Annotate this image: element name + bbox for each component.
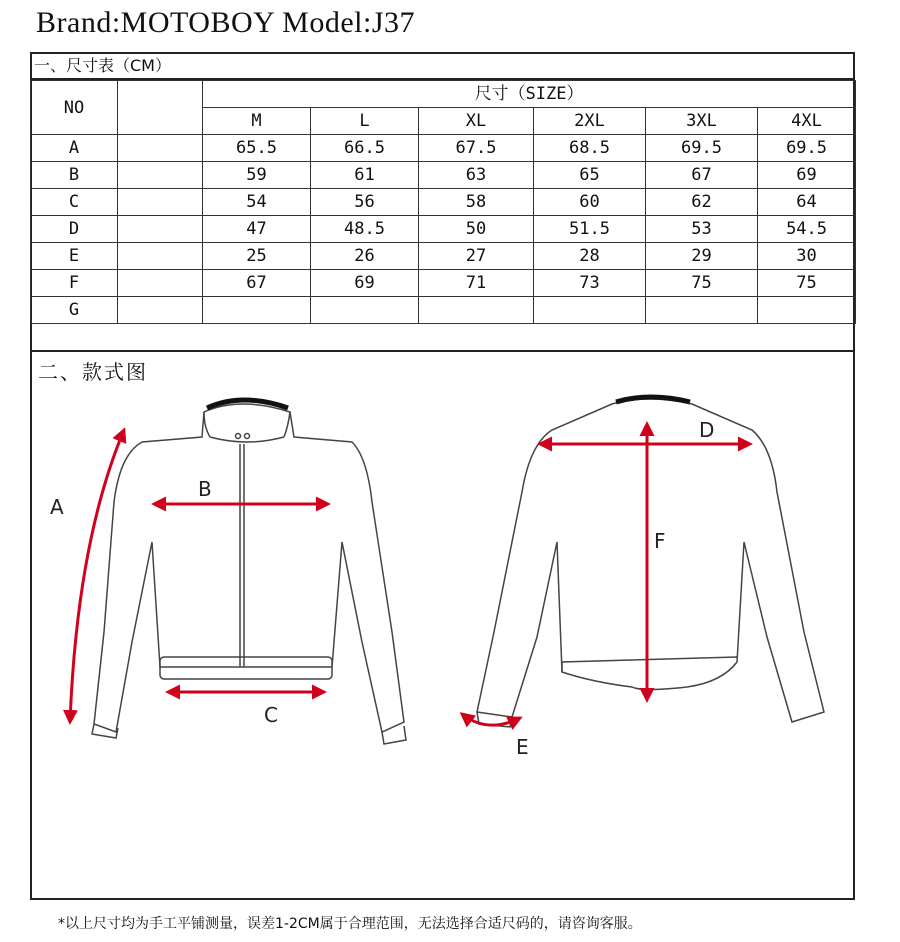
size-value-cell: 69.5: [758, 135, 856, 162]
size-value-cell: 62: [646, 189, 758, 216]
size-value-cell: 64: [758, 189, 856, 216]
label-d: D: [699, 418, 715, 442]
label-e: E: [516, 735, 529, 759]
size-col-header: M: [203, 108, 311, 135]
size-value-cell: 66.5: [311, 135, 419, 162]
size-col-header: L: [311, 108, 419, 135]
size-header: 尺寸（SIZE）: [203, 81, 856, 108]
size-value-cell: 47: [203, 216, 311, 243]
blank-cell: [118, 162, 203, 189]
size-value-cell: 73: [534, 270, 646, 297]
size-value-cell: 25: [203, 243, 311, 270]
row-label: E: [31, 243, 118, 270]
table-row: [31, 162, 856, 189]
table-row: [31, 297, 856, 324]
size-value-cell: [419, 297, 534, 324]
size-value-cell: 61: [311, 162, 419, 189]
row-label: G: [31, 297, 118, 324]
size-value-cell: 69.5: [646, 135, 758, 162]
size-value-cell: 67: [646, 162, 758, 189]
table-row: [31, 189, 856, 216]
style-diagram-title: 二、款式图: [38, 360, 148, 384]
size-value-cell: 60: [534, 189, 646, 216]
blank-header: [118, 81, 203, 135]
blank-cell: [118, 216, 203, 243]
table-row: [31, 270, 856, 297]
size-value-cell: 65.5: [203, 135, 311, 162]
label-f: F: [654, 529, 666, 553]
size-value-cell: 69: [758, 162, 856, 189]
size-value-cell: 29: [646, 243, 758, 270]
size-value-cell: [758, 297, 856, 324]
size-value-cell: 75: [758, 270, 856, 297]
blank-cell: [118, 270, 203, 297]
table-row: [31, 216, 856, 243]
blank-cell: [118, 297, 203, 324]
size-value-cell: 54: [203, 189, 311, 216]
jacket-diagram: [32, 382, 852, 782]
size-value-cell: 28: [534, 243, 646, 270]
blank-cell: [118, 189, 203, 216]
size-value-cell: 63: [419, 162, 534, 189]
blank-cell: [118, 135, 203, 162]
size-value-cell: 67: [203, 270, 311, 297]
brand-model-title: Brand:MOTOBOY Model:J37: [36, 6, 415, 39]
size-value-cell: 59: [203, 162, 311, 189]
measurement-arrows: [70, 424, 750, 725]
size-value-cell: [534, 297, 646, 324]
section-divider: [30, 350, 855, 352]
no-header: NO: [31, 81, 118, 135]
size-value-cell: 53: [646, 216, 758, 243]
size-table-title: 一、尺寸表（CM）: [30, 54, 855, 80]
table-row: [31, 135, 856, 162]
size-value-cell: [203, 297, 311, 324]
row-label: F: [31, 270, 118, 297]
label-c: C: [264, 703, 278, 727]
row-label: A: [31, 135, 118, 162]
size-value-cell: [646, 297, 758, 324]
size-value-cell: [311, 297, 419, 324]
size-col-header: 3XL: [646, 108, 758, 135]
blank-cell: [118, 243, 203, 270]
label-b: B: [198, 477, 212, 501]
size-value-cell: 65: [534, 162, 646, 189]
row-label: D: [31, 216, 118, 243]
size-value-cell: 50: [419, 216, 534, 243]
row-label: B: [31, 162, 118, 189]
row-label: C: [31, 189, 118, 216]
size-value-cell: 58: [419, 189, 534, 216]
size-value-cell: 71: [419, 270, 534, 297]
size-value-cell: 48.5: [311, 216, 419, 243]
table-row: [31, 243, 856, 270]
size-value-cell: 68.5: [534, 135, 646, 162]
jacket-back-illustration: [477, 399, 824, 727]
measurement-footnote: *以上尺寸均为手工平铺测量，误差1-2CM属于合理范围，无法选择合适尺码的，请咨询客服。: [58, 916, 642, 932]
size-col-header: 2XL: [534, 108, 646, 135]
size-value-cell: 27: [419, 243, 534, 270]
size-value-cell: 75: [646, 270, 758, 297]
size-value-cell: 26: [311, 243, 419, 270]
size-table: [30, 80, 856, 324]
label-a: A: [50, 495, 64, 519]
size-col-header: XL: [419, 108, 534, 135]
size-value-cell: 67.5: [419, 135, 534, 162]
size-value-cell: 69: [311, 270, 419, 297]
size-value-cell: 30: [758, 243, 856, 270]
size-col-header: 4XL: [758, 108, 856, 135]
size-value-cell: 56: [311, 189, 419, 216]
size-value-cell: 54.5: [758, 216, 856, 243]
size-value-cell: 51.5: [534, 216, 646, 243]
